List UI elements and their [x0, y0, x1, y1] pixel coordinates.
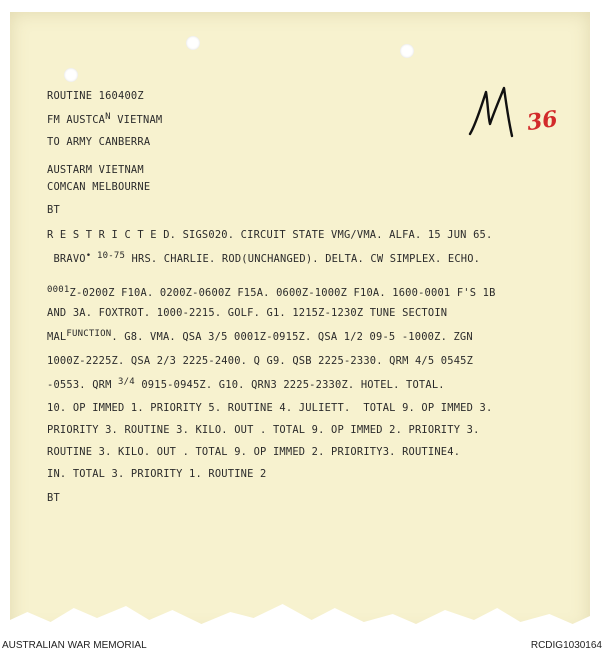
punch-hole: [400, 44, 414, 58]
body-line-4: AND 3A. FOXTROT. 1000-2215. GOLF. G1. 1215Z-1230Z TUNE SECTOIN: [47, 307, 448, 319]
body-line-2: BRAVO• 10-75 HRS. CHARLIE. ROD(UNCHANGED). DELTA. CW SIMPLEX. ECHO.: [47, 251, 481, 265]
body-line-3: 0001Z-0200Z F10A. 0200Z-0600Z F15A. 0600Z-1000Z F10A. 1600-0001 F'S 1B: [47, 285, 496, 299]
body-line-1: R E S T R I C T E D. SIGS020. CIRCUIT STATE VMG/VMA. ALFA. 15 JUN 65.: [47, 229, 493, 241]
punch-hole: [186, 36, 200, 50]
punch-hole: [64, 68, 78, 82]
info-line-1: AUSTARM VIETNAM: [47, 164, 144, 176]
bt-line: BT: [47, 204, 60, 216]
body-line-5: MALFUNCTION. G8. VMA. QSA 3/5 0001Z-0915Z. QSA 1/2 09-5 -1000Z. ZGN: [47, 329, 473, 343]
footer-id: RCDIG1030164: [530, 640, 602, 651]
info-line-2: COMCAN MELBOURNE: [47, 181, 151, 193]
handwritten-m: [468, 84, 520, 140]
body-line-6: 1000Z-2225Z. QSA 2/3 2225-2400. Q G9. QSB 2225-2330. QRM 4/5 0545Z: [47, 355, 474, 367]
bt-line-end: BT: [47, 492, 60, 504]
body-line-10: ROUTINE 3. KILO. OUT . TOTAL 9. OP IMMED 2. PRIORITY3. ROUTINE4.: [47, 446, 461, 458]
routine-line: ROUTINE 160400Z: [47, 90, 144, 102]
footer-source: AUSTRALIAN WAR MEMORIAL: [2, 640, 147, 651]
handwritten-number: 36: [525, 105, 560, 137]
from-line: FM AUSTCAN VIETNAM: [47, 112, 163, 126]
body-line-9: PRIORITY 3. ROUTINE 3. KILO. OUT . TOTAL 9. OP IMMED 2. PRIORITY 3.: [47, 424, 480, 436]
to-line: TO ARMY CANBERRA: [47, 136, 151, 148]
body-line-7: -0553. QRM 3/4 0915-0945Z. G10. QRN3 2225-2330Z. HOTEL. TOTAL.: [47, 377, 445, 391]
body-line-8: 10. OP IMMED 1. PRIORITY 5. ROUTINE 4. JULIETT. TOTAL 9. OP IMMED 3.: [47, 402, 493, 414]
footer: [0, 638, 604, 654]
body-line-11: IN. TOTAL 3. PRIORITY 1. ROUTINE 2: [47, 468, 267, 480]
